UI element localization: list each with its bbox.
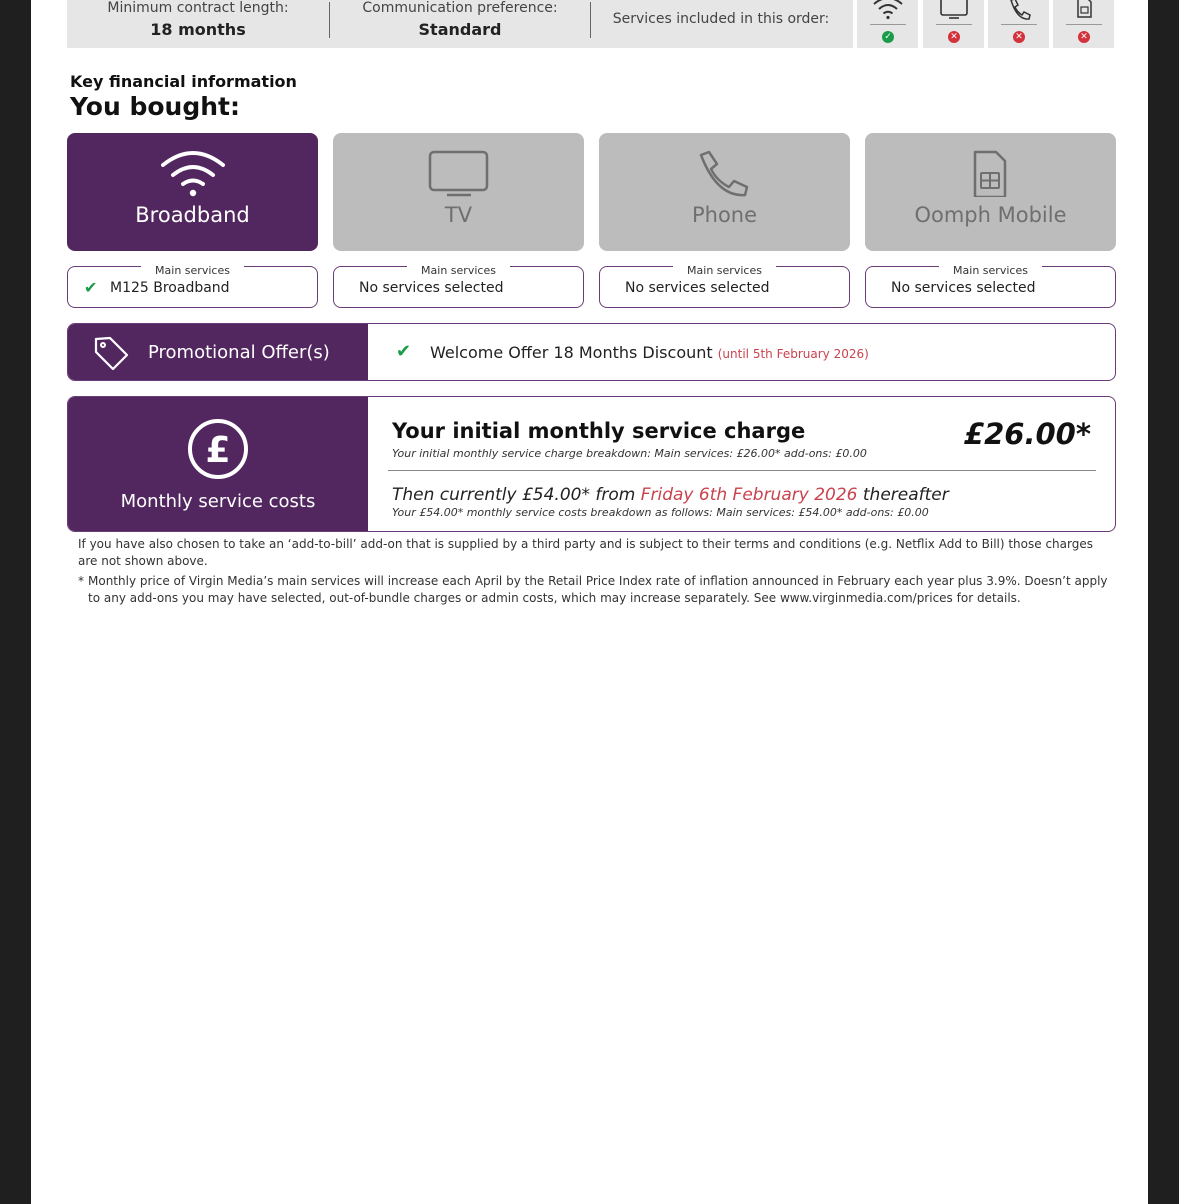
main-service-value: No services selected: [625, 280, 770, 296]
main-services-mobile: [865, 266, 1116, 308]
main-services-legend: Main services: [407, 264, 510, 277]
main-service-value: No services selected: [891, 280, 1036, 296]
phone-icon: [693, 149, 757, 197]
main-services-broadband: [67, 266, 318, 308]
main-services-legend: Main services: [141, 264, 244, 277]
main-services-legend: Main services: [673, 264, 776, 277]
excluded-cross-icon: ✕: [948, 31, 960, 43]
sim-icon: [1068, 0, 1100, 22]
divider: [1066, 24, 1102, 25]
phone-icon: [1003, 0, 1035, 22]
product-tile-mobile: [865, 133, 1116, 251]
communication-preference-label: Communication preference:: [362, 0, 558, 16]
check-icon: ✔: [84, 278, 98, 297]
order-summary-strip: [67, 0, 853, 48]
included-check-icon: ✓: [882, 31, 894, 43]
contract-length: [67, 0, 329, 48]
monthly-costs-header: [68, 397, 368, 531]
product-tile-tv: [333, 133, 584, 251]
communication-preference: [330, 0, 590, 48]
offer-end-date: (until 5th February 2026): [717, 347, 869, 361]
wifi-icon: [161, 149, 225, 197]
main-services-legend: Main services: [939, 264, 1042, 277]
subsequent-charge-date: Friday 6th February 2026: [640, 485, 858, 505]
divider: [388, 470, 1096, 471]
main-service-value: No services selected: [359, 280, 504, 296]
main-services-tv: [333, 266, 584, 308]
document-page: [31, 0, 1148, 1204]
main-services-phone: [599, 266, 850, 308]
product-name: Broadband: [135, 203, 250, 227]
wifi-icon: [872, 0, 904, 22]
subsequent-charge-breakdown: Your £54.00* monthly service costs breakdown as follows: Main services: £54.00* add-ons: £0.00: [392, 506, 929, 519]
subsequent-charge-line: [392, 485, 949, 505]
promotional-offers-label: Promotional Offer(s): [148, 342, 330, 363]
monthly-costs-panel: [67, 396, 1116, 532]
service-status-broadband: [857, 0, 918, 48]
sim-icon: [959, 149, 1023, 197]
check-icon: ✔: [396, 341, 412, 362]
product-name: TV: [444, 203, 473, 227]
monthly-costs-label: Monthly service costs: [120, 491, 316, 512]
price-tag-icon: [93, 335, 129, 371]
offer-line: [430, 343, 869, 362]
promotional-offers-header: [68, 324, 368, 380]
subsequent-charge-suffix: thereafter: [862, 485, 949, 505]
initial-charge-price: £26.00*: [963, 417, 1091, 451]
excluded-cross-icon: ✕: [1078, 31, 1090, 43]
communication-preference-value: Standard: [418, 20, 502, 39]
footnote-price-rise: [78, 573, 1118, 607]
tv-icon: [938, 0, 970, 22]
tv-icon: [427, 149, 491, 197]
promotional-offers-panel: [67, 323, 1116, 381]
service-status-mobile: [1053, 0, 1114, 48]
section-label: Key financial information: [70, 72, 297, 91]
footnote-add-to-bill: If you have also chosen to take an ‘add-to-bill’ add-on that is supplied by a third party and is subject to their terms and conditions (e.g. Netflix Add to Bill) those charges are not shown above.: [78, 537, 1093, 568]
product-tile-phone: [599, 133, 850, 251]
footnote-price-rise-text: Monthly price of Virgin Media’s main services will increase each April by the Retail Price Index rate of inflation announced in February each year plus 3.9%. Doesn’t apply to any add-ons you may have selected, out-of-bundle charges or admin costs, which may increase separately. See www.virginmedia.com/prices for details.: [88, 574, 1108, 605]
offer-name: Welcome Offer 18 Months Discount: [430, 343, 713, 362]
contract-length-label: Minimum contract length:: [107, 0, 289, 16]
product-tile-broadband: [67, 133, 318, 251]
services-included-label: Services included in this order:: [612, 11, 830, 27]
main-service-value: M125 Broadband: [110, 280, 230, 296]
divider: [1001, 24, 1037, 25]
divider: [936, 24, 972, 25]
section-title: You bought:: [70, 92, 240, 121]
initial-charge-breakdown: Your initial monthly service charge breakdown: Main services: £26.00* add-ons: £0.00: [392, 447, 867, 460]
service-status-tv: [923, 0, 984, 48]
contract-length-value: 18 months: [150, 20, 246, 39]
subsequent-charge-prefix: Then currently £54.00* from: [392, 485, 636, 505]
divider: [870, 24, 906, 25]
initial-charge-title: Your initial monthly service charge: [392, 419, 806, 443]
product-name: Phone: [691, 203, 758, 227]
pound-sign-icon: [186, 417, 250, 481]
svg-text:£: £: [205, 430, 231, 471]
product-name: Oomph Mobile: [914, 203, 1067, 227]
service-status-phone: [988, 0, 1049, 48]
footnote-marker: *: [78, 574, 84, 588]
excluded-cross-icon: ✕: [1013, 31, 1025, 43]
